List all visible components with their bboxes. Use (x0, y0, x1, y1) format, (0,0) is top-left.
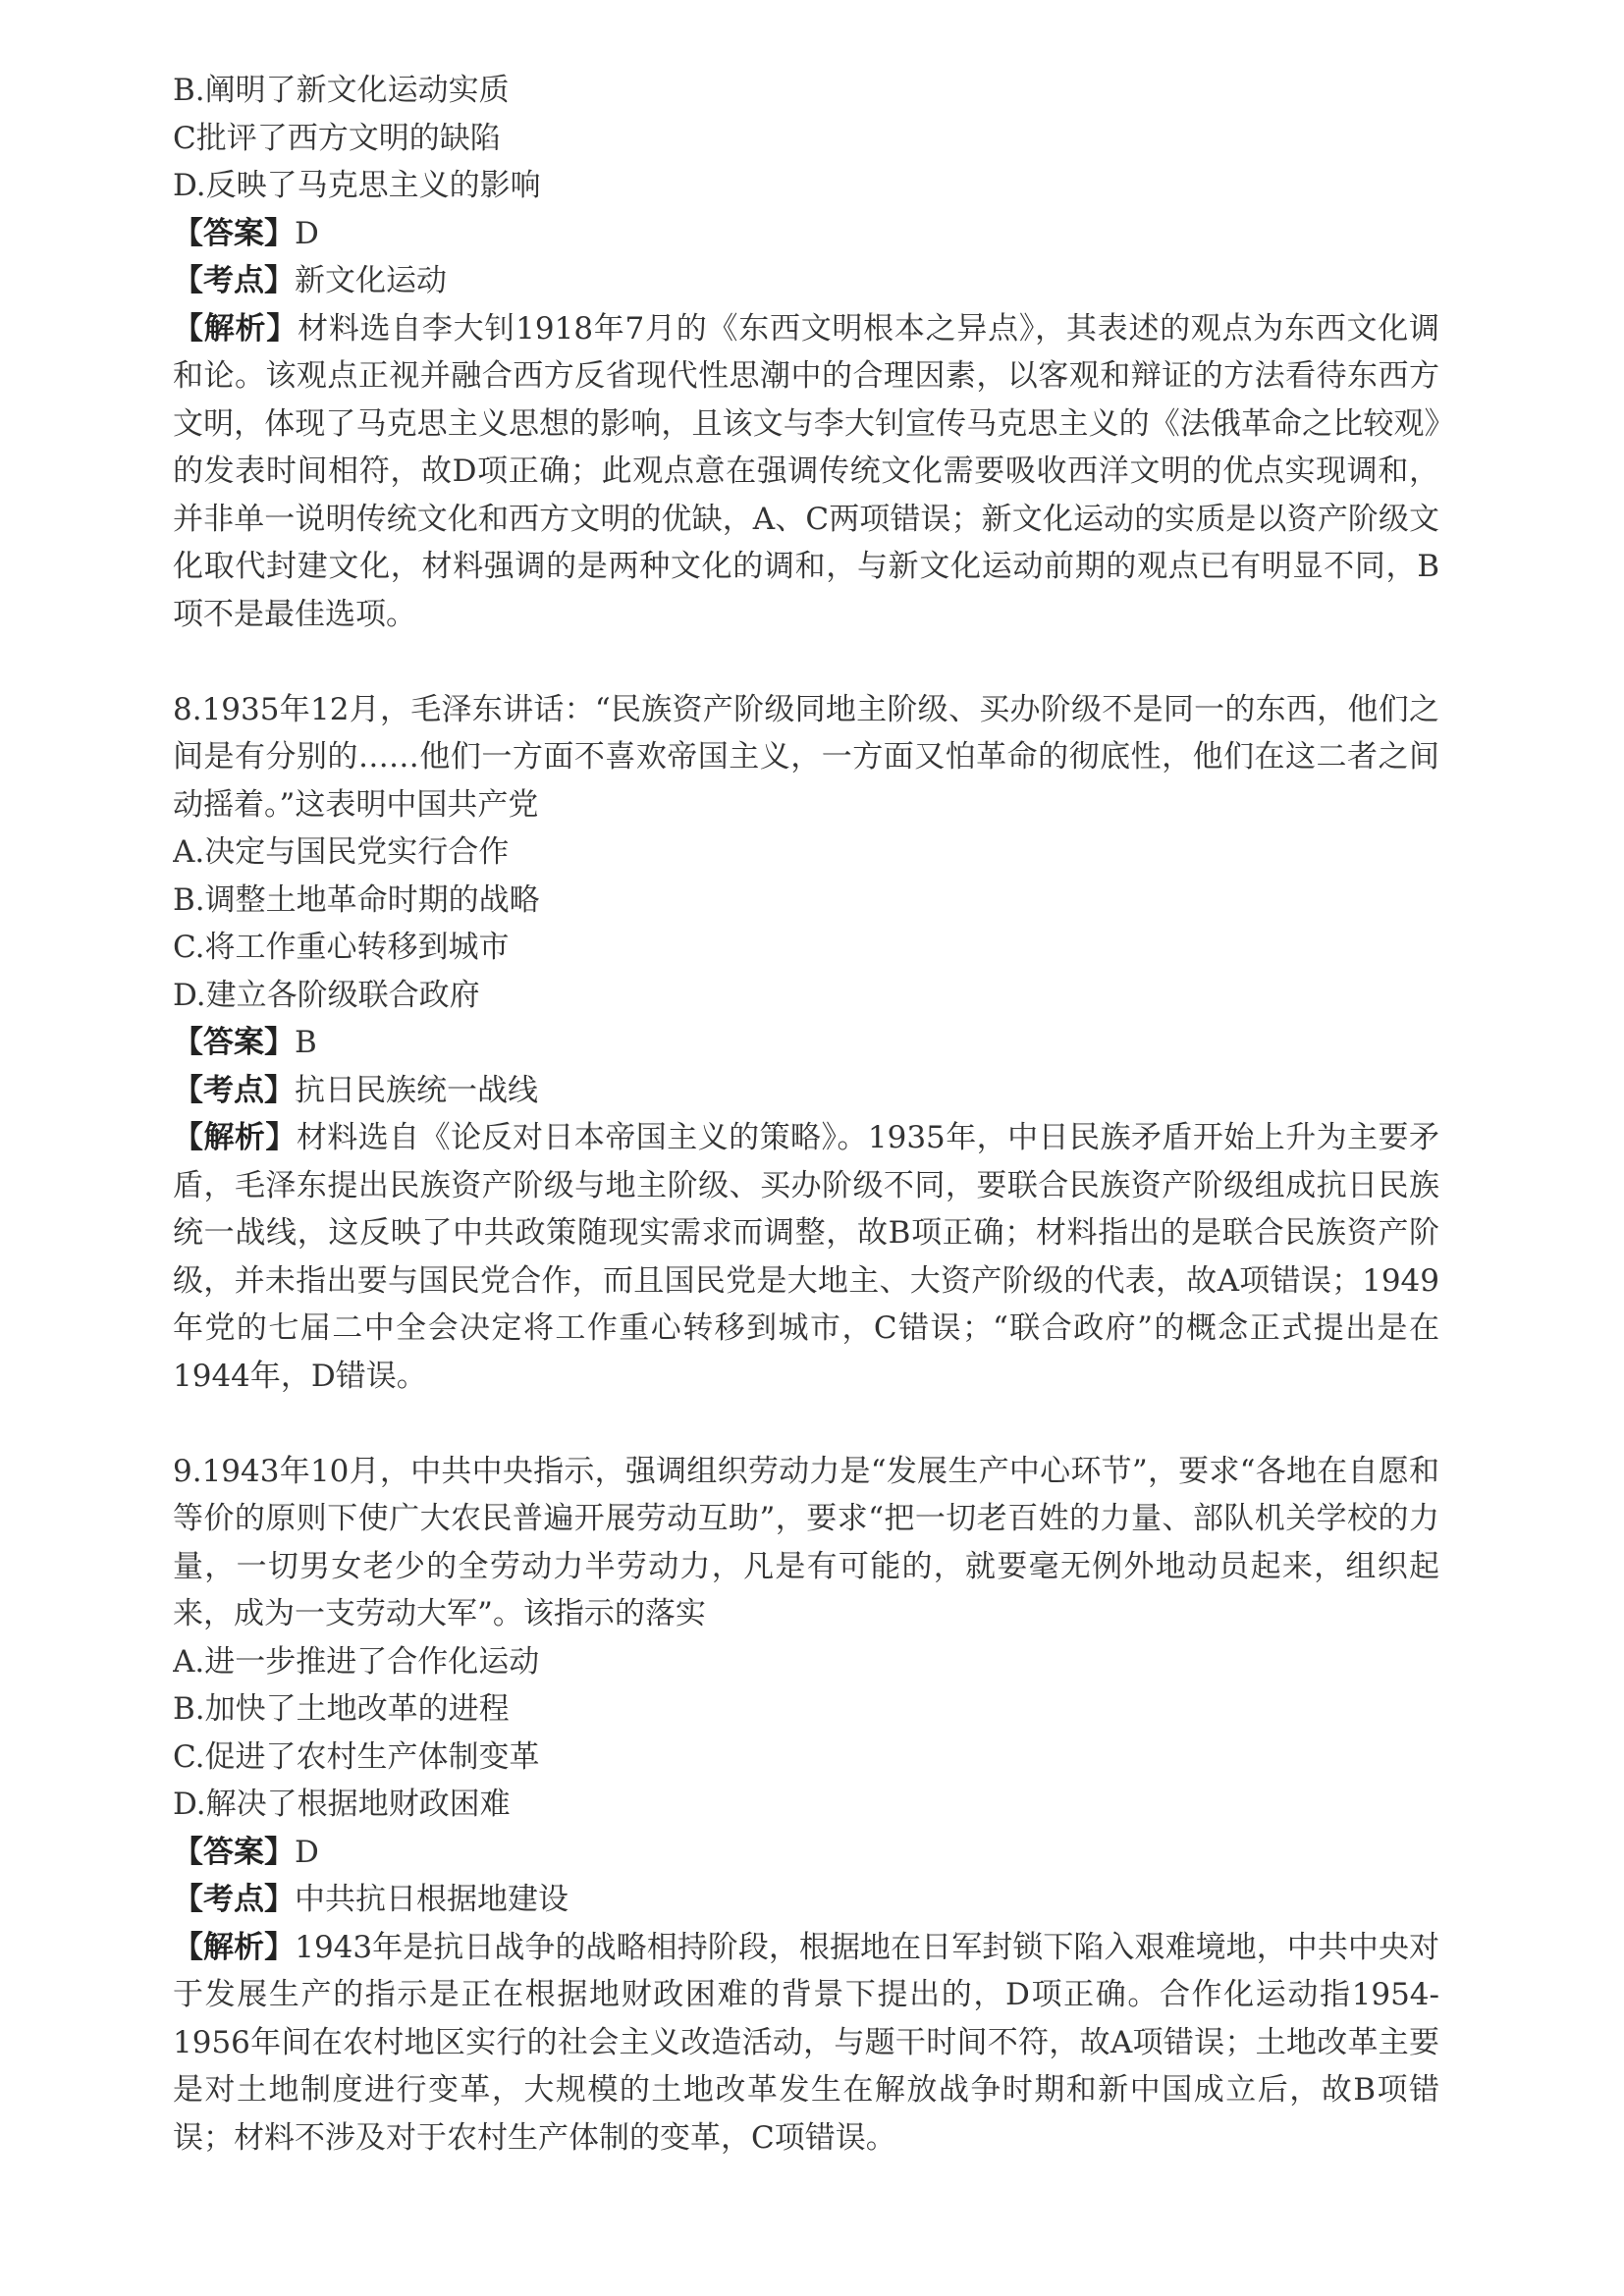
q8-stem: 8.1935年12月，毛泽东讲话：“民族资产阶级同地主阶级、买办阶级不是同一的东西，他们之间是有分别的……他们一方面不喜欢帝国主义，一方面又怕革命的彻底性，他们在这二者之间动摇着。”这表明中国共产党 (173, 691, 1439, 823)
answer-value: D (295, 1834, 319, 1870)
document-page (173, 67, 1439, 2162)
q7-option-b: B.阐明了新文化运动实质 (173, 73, 510, 108)
q9-option-d: D.解决了根据地财政困难 (173, 1787, 511, 1822)
topic-value: 中共抗日根据地建设 (295, 1882, 568, 1917)
analysis-label: 【解析】 (173, 310, 298, 347)
analysis-text: 1943年是抗日战争的战略相持阶段，根据地在日军封锁下陷入艰难境地，中共中央对于发展生产的指示是正在根据地财政困难的背景下提出的，D项正确。合作化运动指1954-1956年间在农村地区实行的社会主义改造活动，与题干时间不符，故A项错误；土地改革主要是对土地制度进行变革，大规模的土地改革发生在解放战争时期和新中国成立后，故B项错误；材料不涉及对于农村生产体制的变革，C项错误。 (173, 1929, 1440, 2156)
q7-analysis (173, 305, 1439, 639)
q8-option-d: D.建立各阶级联合政府 (173, 977, 480, 1013)
analysis-text: 材料选自《论反对日本帝国主义的策略》。1935年，中日民族矛盾开始上升为主要矛盾，毛泽东提出民族资产阶级与地主阶级、买办阶级不同，要联合民族资产阶级组成抗日民族统一战线，这反映了中共政策随现实需求而调整，故B项正确；材料指出的是联合民族资产阶级，并未指出要与国民党合作，而且国民党是大地主、大资产阶级的代表，故A项错误；1949年党的七届二中全会决定将工作重心转移到城市，C错误；“联合政府”的概念正式提出是在1944年，D错误。 (173, 1120, 1440, 1394)
q7-topic (173, 257, 1439, 305)
q7-answer (173, 210, 1439, 258)
analysis-label: 【解析】 (173, 1929, 296, 1965)
answer-value: D (295, 215, 319, 251)
spacer (173, 638, 1439, 686)
q7-option-d: D.反映了马克思主义的影响 (173, 168, 541, 203)
q9-topic (173, 1876, 1439, 1924)
q9-stem: 9.1943年10月，中共中央指示，强调组织劳动力是“发展生产中心环节”，要求“各地在自愿和等价的原则下使广大农民普遍开展劳动互助”，要求“把一切老百姓的力量、部队机关学校的力量，一切男女老少的全劳动力半劳动力，凡是有可能的，就要毫无例外地动员起来，组织起来，成为一支劳动大军”。该指示的落实 (173, 1453, 1439, 1631)
q8-analysis (173, 1114, 1439, 1400)
q9-option-b: B.加快了土地改革的进程 (173, 1691, 510, 1727)
q9-answer (173, 1829, 1439, 1877)
answer-label: 【答案】 (173, 215, 295, 251)
answer-label: 【答案】 (173, 1025, 295, 1060)
spacer (173, 1400, 1439, 1448)
analysis-text: 材料选自李大钊1918年7月的《东西文明根本之异点》，其表述的观点为东西文化调和论。该观点正视并融合西方反省现代性思潮中的合理因素，以客观和辩证的方法看待东西方文明，体现了马克思主义思想的影响，且该文与李大钊宣传马克思主义的《法俄革命之比较观》的发表时间相符，故D项正确；此观点意在强调传统文化需要吸收西洋文明的优点实现调和，并非单一说明传统文化和西方文明的优缺，A、C两项错误；新文化运动的实质是以资产阶级文化取代封建文化，材料强调的是两种文化的调和，与新文化运动前期的观点已有明显不同，B项不是最佳选项。 (173, 310, 1439, 632)
topic-value: 抗日民族统一战线 (295, 1072, 538, 1108)
topic-value: 新文化运动 (295, 263, 447, 298)
question-8 (173, 686, 1439, 1401)
question-7 (173, 67, 1439, 638)
answer-value: B (295, 1025, 317, 1060)
q9-option-c: C.促进了农村生产体制变革 (173, 1738, 540, 1775)
analysis-label: 【解析】 (173, 1120, 297, 1155)
q8-option-b: B.调整土地革命时期的战略 (173, 881, 540, 918)
topic-label: 【考点】 (173, 1882, 295, 1917)
q9-analysis (173, 1924, 1439, 2163)
q8-option-a: A.决定与国民党实行合作 (173, 834, 510, 870)
q7-option-c: C批评了西方文明的缺陷 (173, 120, 501, 156)
topic-label: 【考点】 (173, 263, 295, 298)
q8-topic (173, 1067, 1439, 1115)
topic-label: 【考点】 (173, 1072, 295, 1108)
q9-option-a: A.进一步推进了合作化运动 (173, 1643, 540, 1680)
q8-answer (173, 1019, 1439, 1067)
answer-label: 【答案】 (173, 1834, 295, 1870)
q8-option-c: C.将工作重心转移到城市 (173, 930, 510, 965)
question-9 (173, 1448, 1439, 2163)
